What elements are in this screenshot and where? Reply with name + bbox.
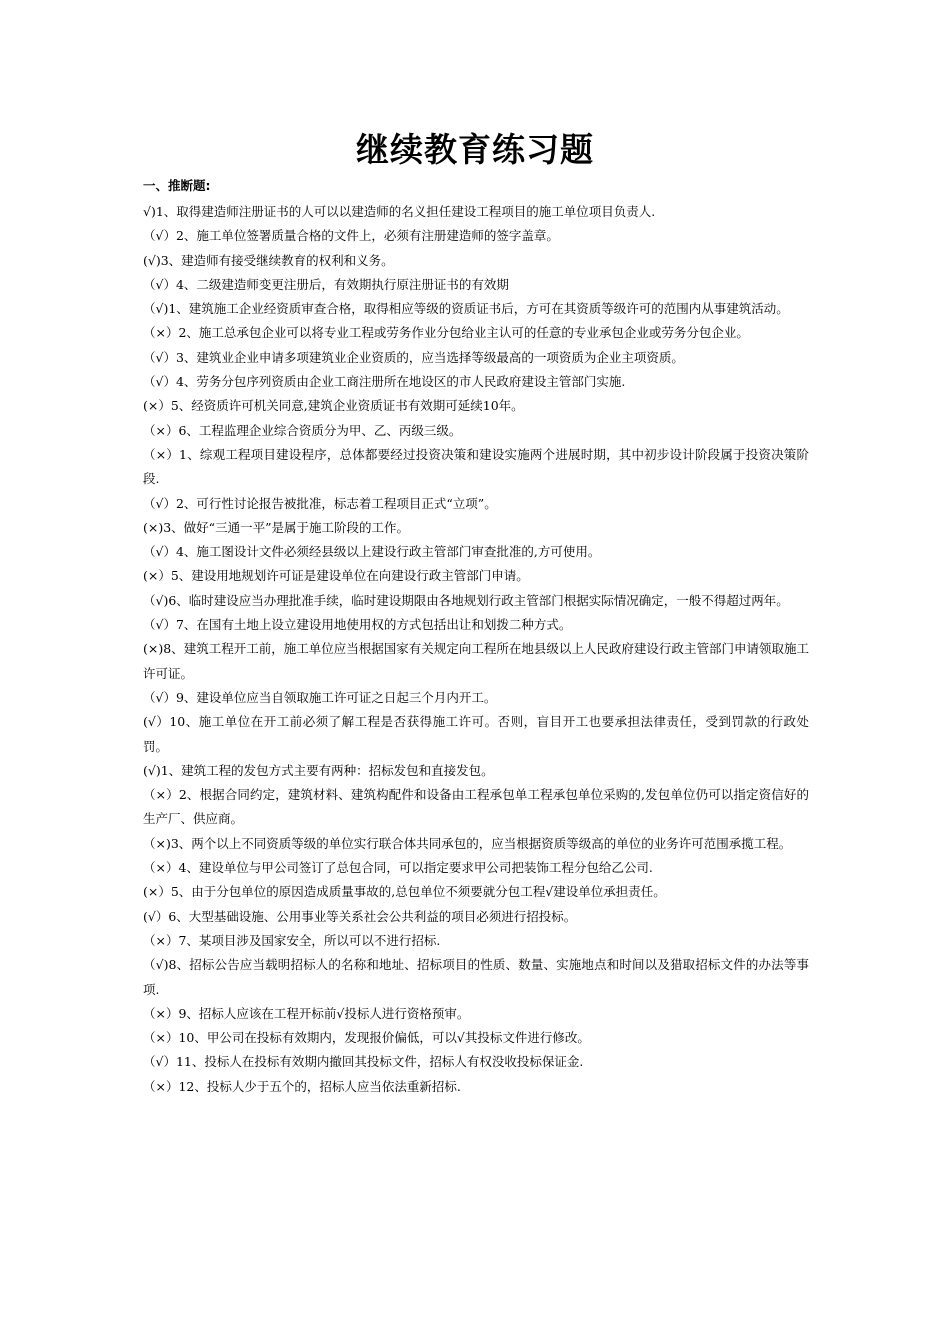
question-item: (√)1、建筑工程的发包方式主要有两种：招标发包和直接发包。 bbox=[143, 762, 494, 778]
question-item: (√）10、施工单位在开工前必须了解工程是否获得施工许可。否则，盲目开工也要承担法律责任，受到罚款的行政处罚。 bbox=[143, 714, 809, 754]
question-item: （√）2、施工单位签署质量合格的文件上，必须有注册建造师的签字盖章。 bbox=[143, 228, 559, 244]
question-item: （√）4、劳务分包序列资质由企业工商注册所在地设区的市人民政府建设主管部门实施. bbox=[143, 374, 626, 390]
question-item: （√）11、投标人在投标有效期内撤回其投标文件，招标人有权没收投标保证金. bbox=[143, 1054, 584, 1070]
question-item: （×）4、建设单位与甲公司签订了总包合同，可以指定要求甲公司把装饰工程分包给乙公司. bbox=[143, 860, 653, 876]
question-item: （×）1、综观工程项目建设程序，总体都要经过投资决策和建设实施两个进展时期，其中初步设计阶段属于投资决策阶段. bbox=[143, 446, 809, 487]
question-item: （√)1、建筑施工企业经资质审查合格，取得相应等级的资质证书后，方可在其资质等级许可的范围内从事建筑活动。 bbox=[143, 301, 789, 317]
document-body bbox=[143, 176, 809, 1099]
question-item: （√）2、可行性讨论报告被批准，标志着工程项目正式“立项”。 bbox=[143, 495, 497, 511]
question-item: （×）2、施工总承包企业可以将专业工程或劳务作业分包给业主认可的任意的专业承包企业或劳务分包企业。 bbox=[143, 325, 749, 341]
question-item: （√）7、在国有土地上设立建设用地使用权的方式包括出让和划拨二种方式。 bbox=[143, 617, 572, 633]
question-item: (√）6、大型基础设施、公用事业等关系社会公共利益的项目必须进行招投标。 bbox=[143, 908, 577, 924]
question-item: （√）4、施工图设计文件必须经县级以上建设行政主管部门审查批准的,方可使用。 bbox=[143, 544, 601, 560]
question-item: (×)8、建筑工程开工前，施工单位应当根据国家有关规定向工程所在地县级以上人民政府建设行政主管部门申请领取施工许可证。 bbox=[143, 641, 809, 681]
question-list bbox=[143, 200, 809, 1099]
question-item: （×）6、工程监理企业综合资质分为甲、乙、丙级三级。 bbox=[143, 422, 462, 438]
question-item: √)1、取得建造师注册证书的人可以以建造师的名义担任建设工程项目的施工单位项目负责人. bbox=[143, 204, 656, 219]
question-item: （×）10、甲公司在投标有效期内，发现报价偏低，可以√其投标文件进行修改。 bbox=[143, 1030, 590, 1046]
question-item: (×）5、建设用地规划许可证是建设单位在向建设行政主管部门申请。 bbox=[143, 568, 529, 584]
section-heading: 一、推断题: bbox=[143, 178, 211, 193]
question-item: （√）9、建设单位应当自领取施工许可证之日起三个月内开工。 bbox=[143, 689, 497, 705]
question-item: （×）7、某项目涉及国家安全，所以可以不进行招标. bbox=[143, 932, 441, 948]
question-item: (√)3、建造师有接受继续教育的权利和义务。 bbox=[143, 252, 394, 268]
question-item: （×)3、两个以上不同资质等级的单位实行联合体共同承包的，应当根据资质等级高的单位的业务许可范围承揽工程。 bbox=[143, 835, 792, 851]
question-item: （√）3、建筑业企业申请多项建筑业企业资质的，应当选择等级最高的一项资质为企业主项资质。 bbox=[143, 349, 684, 365]
question-item: （×）2、根据合同约定，建筑材料、建筑构配件和设备由工程承包单工程承包单位采购的,发包单位仍可以指定资信好的生产厂、供应商。 bbox=[143, 787, 809, 827]
document-title: 继续教育练习题 bbox=[356, 130, 594, 169]
question-item: （√)8、招标公告应当载明招标人的名称和地址、招标项目的性质、数量、实施地点和时间以及猎取招标文件的办法等事项. bbox=[143, 957, 809, 997]
question-item: （√）4、二级建造师变更注册后，有效期执行原注册证书的有效期 bbox=[143, 276, 509, 292]
question-item: (×）5、由于分包单位的原因造成质量事故的,总包单位不须要就分包工程√建设单位承担责任。 bbox=[143, 884, 666, 900]
question-item: (×）5、经资质许可机关同意,建筑企业资质证书有效期可延续10年。 bbox=[143, 398, 524, 414]
question-item: （√)6、临时建设应当办理批准手续，临时建设期限由各地规划行政主管部门根据实际情况确定，一般不得超过两年。 bbox=[143, 592, 789, 608]
question-item: (×)3、做好“三通一平”是属于施工阶段的工作。 bbox=[143, 519, 409, 535]
question-item: （×）12、投标人少于五个的，招标人应当依法重新招标. bbox=[143, 1078, 461, 1094]
question-item: （×）9、招标人应该在工程开标前√投标人进行资格预审。 bbox=[143, 1005, 470, 1021]
